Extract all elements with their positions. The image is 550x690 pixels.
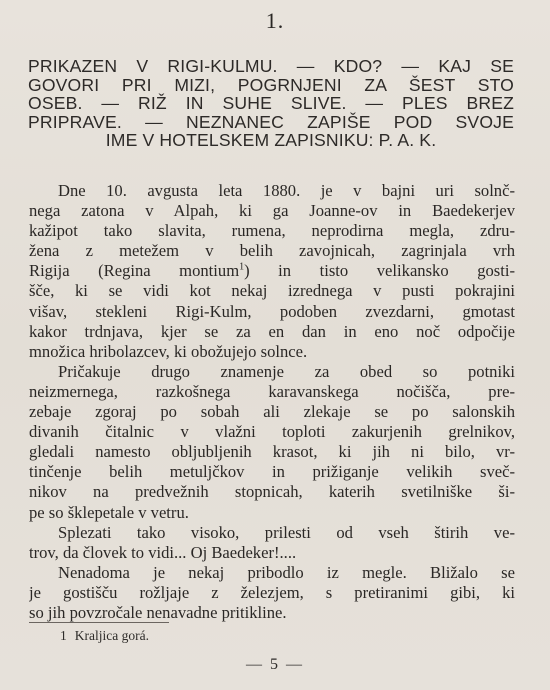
footnote-text: Kraljica gorá. xyxy=(74,628,149,643)
heading-line: OSEB. — RIŽ IN SUHE SLIVE. — PLES BREZ xyxy=(28,93,514,114)
text-line: žena z metežem v belih zavojnicah, zagrinjala vrh xyxy=(29,241,515,261)
text-line: tinčenje belih metuljčkov in prižiganje velikih sveč- xyxy=(29,462,515,482)
text-line: nikov na predvežnih stopnicah, katerih svetilniške ši- xyxy=(29,482,515,502)
text-line: višav, stekleni Rigi-Kulm, podoben zvezdarni, gmotast xyxy=(29,301,515,321)
text-line: gledali namesto obljubljenih krasot, ki jih ni bilo, vr- xyxy=(29,442,515,462)
text-line: Dne 10. avgusta leta 1880. je v bajni uri solnč- xyxy=(58,181,515,200)
text-line-with-footnote xyxy=(29,261,515,281)
text-line: Pričakuje drugo znamenje za obed so potniki xyxy=(58,361,515,381)
body-text xyxy=(29,181,515,623)
text-line: nega zatona v Alpah, ki ga Joanne-ov in Baedekerjev xyxy=(29,201,515,221)
text-line: Nenadoma je nekaj pribodlo iz megle. Bližalo se xyxy=(58,562,515,582)
text-line: neizmernega, razkošnega karavanskega nočišča, pre- xyxy=(29,381,515,401)
text-line: zebaje zgoraj po sobah ali zlekaje se po salonskih xyxy=(29,402,515,422)
heading-line: GOVORI PRI MIZI, POGRNJENI ZA ŠEST STO xyxy=(28,74,514,95)
footnote xyxy=(60,628,149,644)
heading-line: IME V HOTELSKEM ZAPISNIKU: P. A. K. xyxy=(105,130,437,151)
footnote-reference: 1 xyxy=(239,261,245,273)
footnote-divider xyxy=(29,622,169,623)
heading-line: PRIPRAVE. — NEZNANEC ZAPIŠE POD SVOJE xyxy=(28,111,514,132)
text-line: trov, da človek to vidi... Oj Baedeker!.... xyxy=(29,542,297,562)
text-line: šče, ki se vidi kot nekaj izrednega v pusti pokrajini xyxy=(29,281,515,301)
text-line: kažipot tako slavita, rumena, neprodirna megla, zdru- xyxy=(29,221,515,241)
footnote-mark: 1 xyxy=(60,628,67,643)
text-segment: ) in tisto velikansko gosti- xyxy=(244,261,515,281)
text-line: kakor trdnjava, kjer se za en dan in eno noč odpočije xyxy=(29,321,515,341)
text-line: divanih čitalnic v vlažni toploti zakurjenih grelnikov, xyxy=(29,422,515,442)
chapter-heading xyxy=(28,57,514,150)
text-line: množica hribolazcev, ki obožujejo solnce. xyxy=(29,341,308,361)
heading-line: PRIKAZEN V RIGI-KULMU. — KDO? — KAJ SE xyxy=(28,56,514,76)
text-segment: Rigija (Regina montium xyxy=(29,261,240,281)
chapter-number: 1. xyxy=(265,8,285,33)
text-line: Splezati tako visoko, prilesti od vseh štirih ve- xyxy=(58,522,515,542)
text-line: so jih povzročale nenavadne pritikline. xyxy=(29,602,287,622)
text-line: je gostišču rožljaje z železjem, s pretiranimi gibi, ki xyxy=(29,582,515,602)
page-number: — 5 — xyxy=(246,656,304,673)
text-line: pe so šklepetale v vetru. xyxy=(29,502,189,522)
